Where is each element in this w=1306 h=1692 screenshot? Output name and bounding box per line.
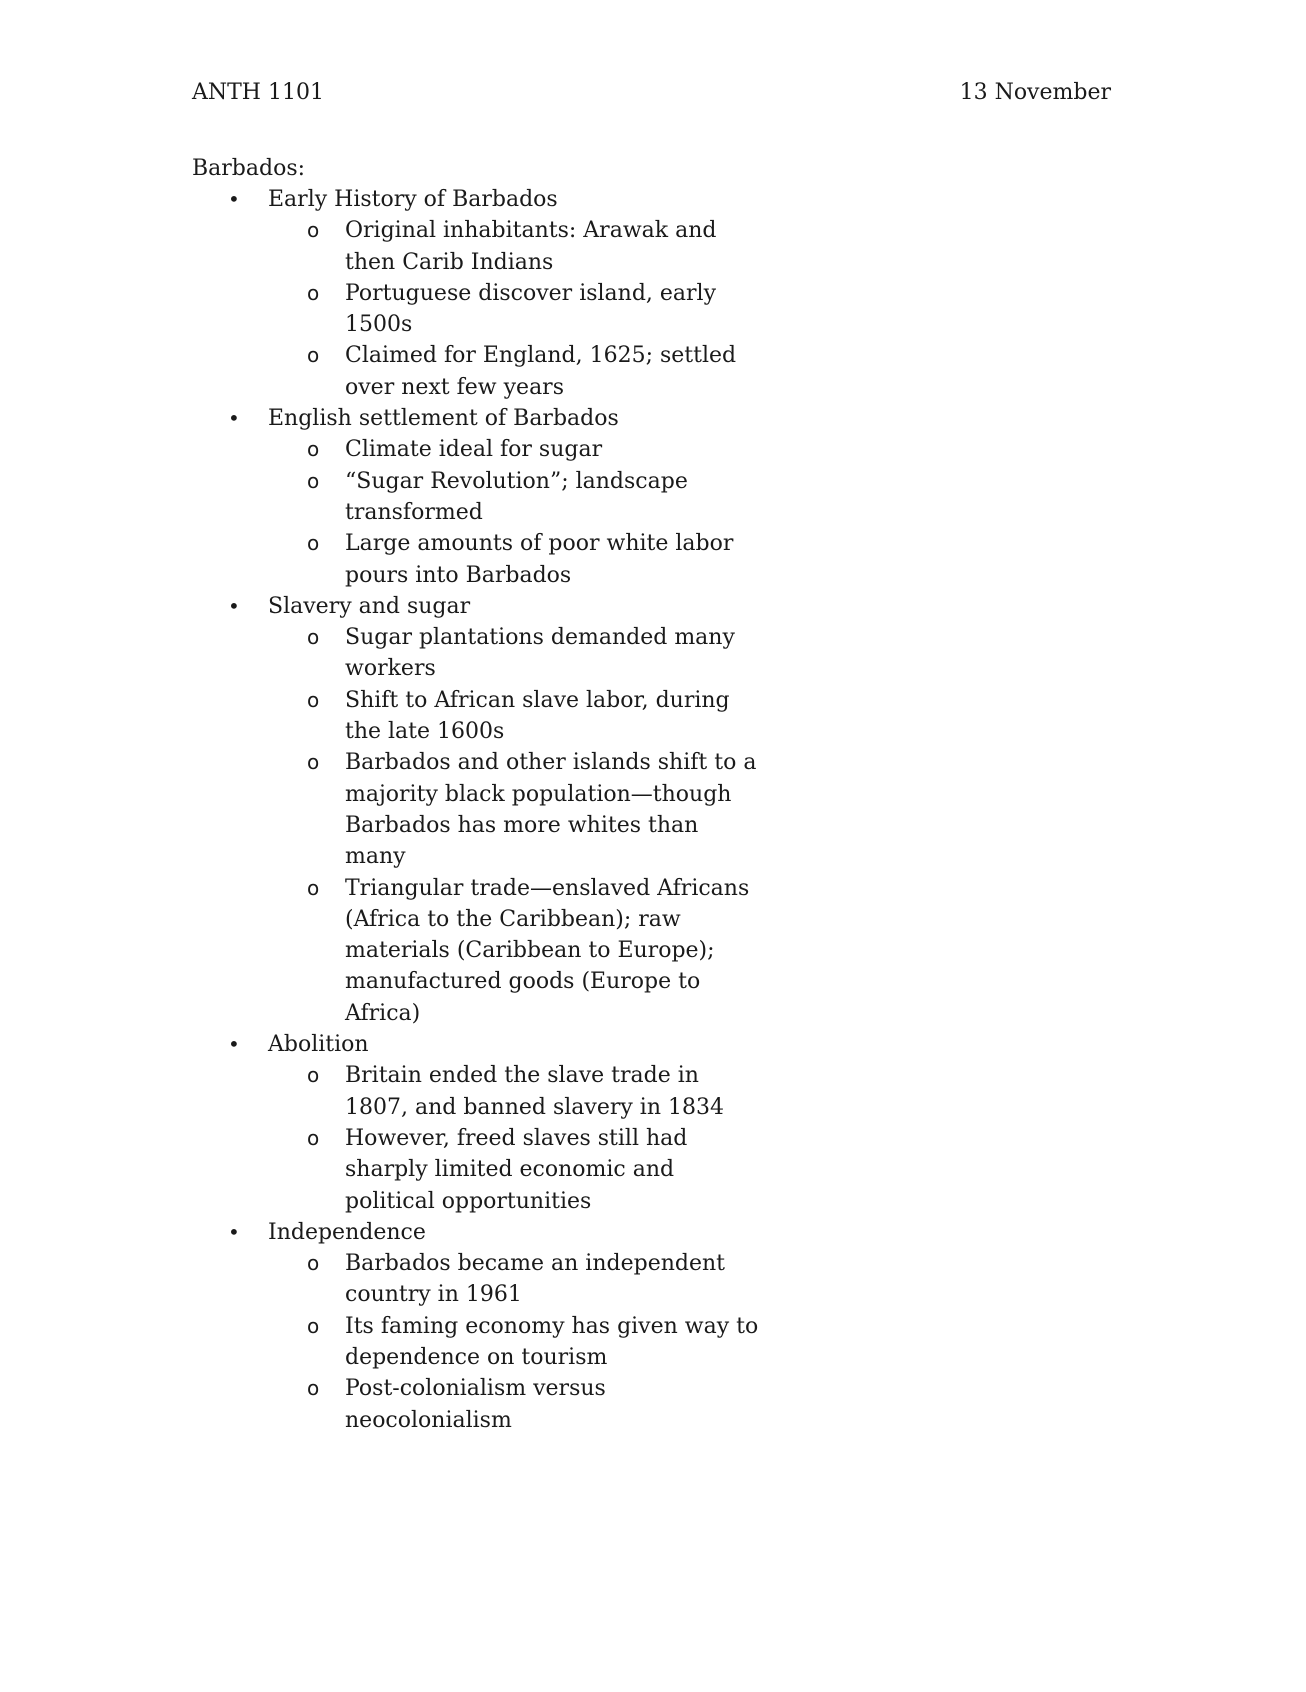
- lecture-date: 13 November: [959, 80, 1111, 105]
- outline-topic: [0, 403, 1108, 434]
- list-item: [0, 215, 760, 278]
- topic-label: Early History of Barbados: [268, 187, 558, 212]
- bullet-circle-icon: o: [307, 1125, 320, 1150]
- bullet-dot-icon: •: [228, 406, 240, 431]
- list-item-text: “Sugar Revolution”; landscape transformed: [345, 468, 688, 525]
- course-code: ANTH 1101: [192, 80, 324, 105]
- list-item-text: Shift to African slave labor, during the late 1600s: [345, 687, 730, 745]
- topic-label: Independence: [268, 1219, 426, 1245]
- bullet-dot-icon: •: [228, 1032, 240, 1057]
- list-item-text: Barbados and other islands shift to a majority black population—though Barbados has more whites than many: [345, 750, 757, 870]
- list-item-text: Original inhabitants: Arawak and then Carib Indians: [345, 218, 717, 275]
- list-item-text: However, freed slaves still had sharply limited economic and political opportunities: [345, 1125, 688, 1214]
- topic-label: Slavery and sugar: [268, 593, 471, 619]
- list-item: [0, 1373, 760, 1436]
- bullet-circle-icon: o: [307, 280, 320, 305]
- sub-list: [0, 622, 1306, 1029]
- list-item: [0, 747, 760, 872]
- bullet-circle-icon: o: [307, 218, 320, 243]
- outline-topic: [0, 591, 1108, 622]
- sub-list: [0, 1060, 1306, 1216]
- sub-list: [0, 1248, 1306, 1436]
- list-item: [0, 622, 760, 685]
- bullet-circle-icon: o: [307, 531, 320, 556]
- list-item: [0, 1248, 760, 1311]
- bullet-circle-icon: o: [307, 343, 320, 368]
- list-item: [0, 340, 760, 403]
- topic-label: Abolition: [268, 1032, 369, 1058]
- bullet-dot-icon: •: [228, 1219, 240, 1244]
- bullet-circle-icon: o: [307, 1251, 320, 1276]
- list-item: [0, 1311, 760, 1374]
- list-item-text: Portuguese discover island, early 1500s: [345, 280, 717, 338]
- topic-label: English settlement of Barbados: [268, 406, 619, 432]
- bullet-circle-icon: o: [307, 1376, 320, 1401]
- outline-topic: [0, 1029, 1108, 1060]
- list-item: [0, 466, 760, 529]
- bullet-circle-icon: o: [307, 875, 320, 900]
- outline-topic: [0, 184, 1108, 215]
- list-item-text: Post-colonialism versus neocolonialism: [345, 1376, 606, 1433]
- section-title: Barbados:: [192, 156, 306, 181]
- list-item-text: Triangular trade—enslaved Africans (Africa to the Caribbean); raw materials (Caribbean to Europe); manufactured goods (Europe to Africa): [345, 875, 750, 1026]
- list-item-text: Large amounts of poor white labor pours into Barbados: [345, 531, 734, 588]
- sub-list: [0, 215, 1306, 403]
- page-header: [192, 78, 1111, 108]
- sub-list: [0, 434, 1306, 590]
- bullet-circle-icon: o: [307, 625, 320, 650]
- list-item: [0, 873, 760, 1029]
- list-item-text: Claimed for England, 1625; settled over next few years: [345, 343, 737, 400]
- list-item: [0, 1123, 760, 1217]
- bullet-circle-icon: o: [307, 687, 320, 712]
- bullet-circle-icon: o: [307, 1063, 320, 1088]
- bullet-circle-icon: o: [307, 1313, 320, 1338]
- list-item-text: Its faming economy has given way to dependence on tourism: [345, 1313, 759, 1370]
- outline-list: [0, 184, 1306, 1436]
- bullet-circle-icon: o: [307, 468, 320, 493]
- list-item: [0, 685, 760, 748]
- list-item: [0, 528, 760, 591]
- list-item-text: Barbados became an independent country in 1961: [345, 1251, 725, 1308]
- list-item-text: Sugar plantations demanded many workers: [345, 625, 735, 682]
- bullet-circle-icon: o: [307, 437, 320, 462]
- outline-topic: [0, 1217, 1108, 1248]
- list-item: [0, 278, 760, 341]
- list-item-text: Britain ended the slave trade in 1807, and banned slavery in 1834: [345, 1063, 724, 1120]
- list-item: [0, 434, 760, 465]
- bullet-dot-icon: •: [228, 593, 240, 618]
- list-item: [0, 1060, 760, 1123]
- list-item-text: Climate ideal for sugar: [345, 437, 603, 463]
- bullet-circle-icon: o: [307, 750, 320, 775]
- bullet-dot-icon: •: [228, 187, 240, 211]
